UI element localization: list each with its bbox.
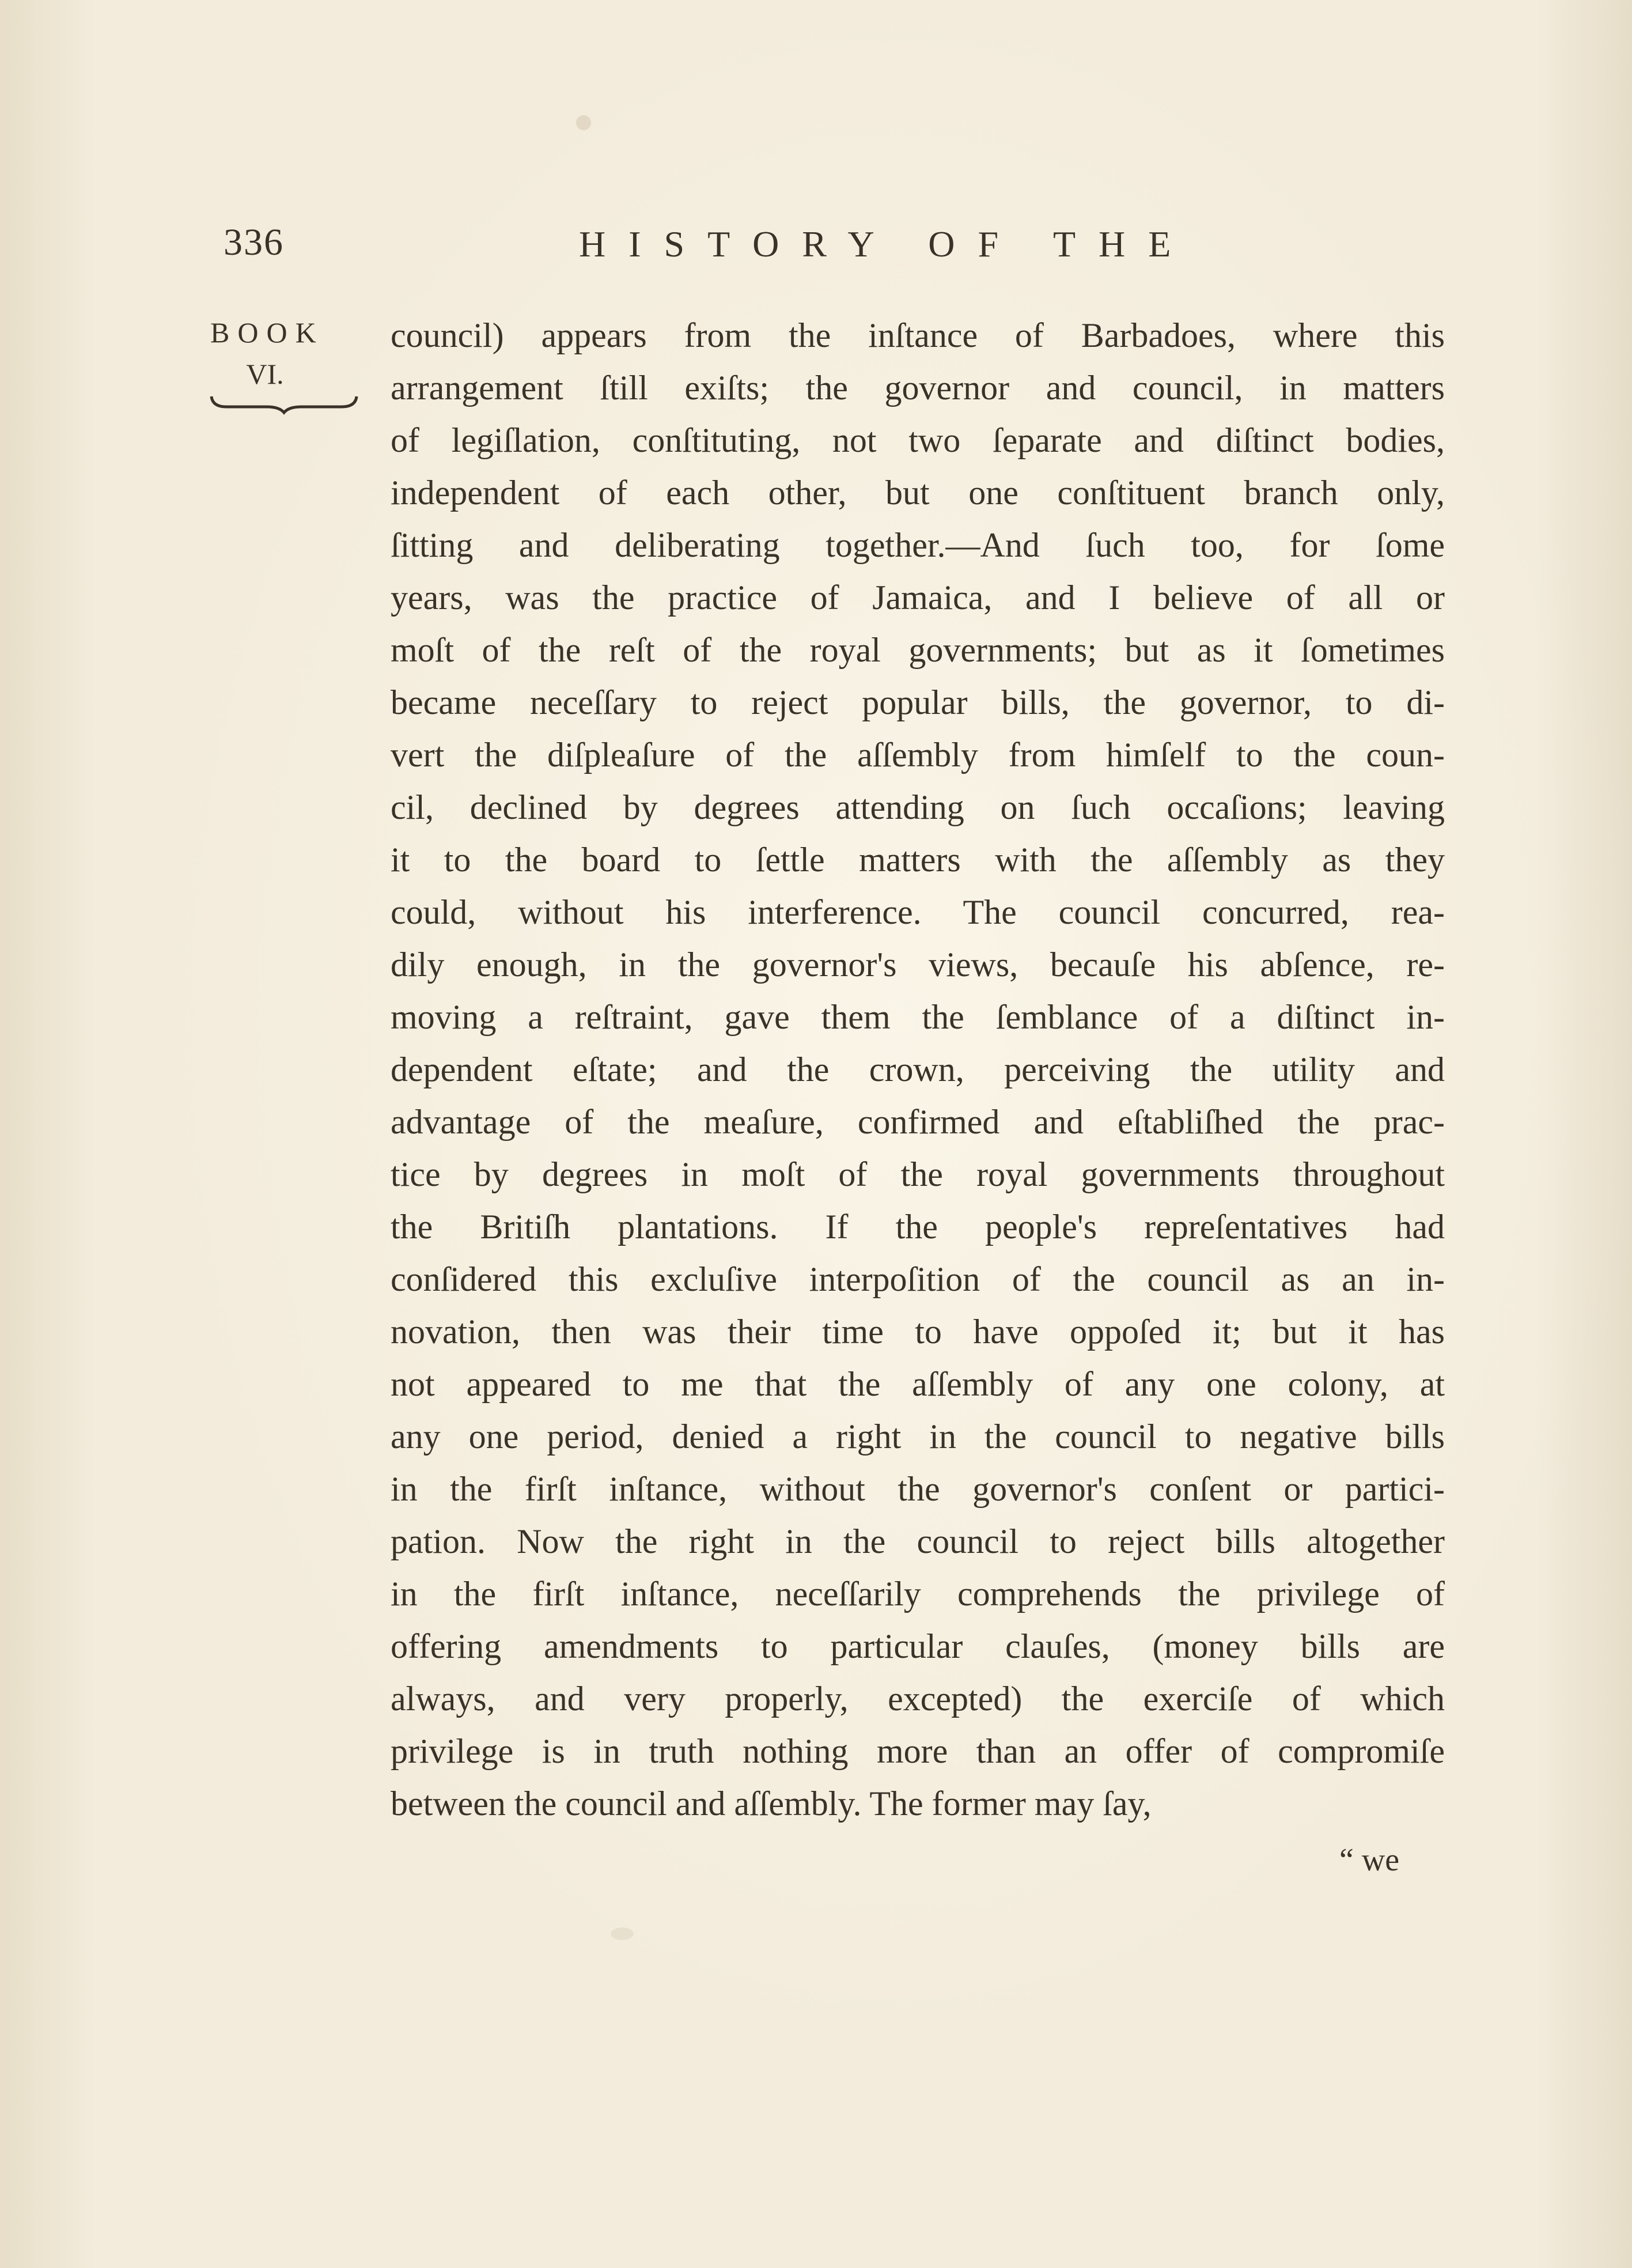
catchword: “ we bbox=[1339, 1842, 1400, 1878]
text-line: dependent eſtate; and the crown, perceiving the utility and bbox=[391, 1050, 1445, 1088]
paper-stain bbox=[611, 1927, 634, 1940]
paper-stain bbox=[576, 115, 591, 130]
marginal-note bbox=[210, 318, 360, 415]
text-line: it to the board to ſettle matters with the aſſembly as they bbox=[391, 841, 1445, 879]
text-line: of legiſlation, conſtituting, not two ſeparate and diſtinct bodies, bbox=[391, 421, 1445, 459]
text-line: vert the diſpleaſure of the aſſembly from himſelf to the coun- bbox=[391, 736, 1445, 774]
text-line: years, was the practice of Jamaica, and I believe of all or bbox=[391, 579, 1445, 617]
text-line: offering amendments to particular clauſes, (money bills are bbox=[391, 1627, 1445, 1665]
text-line: pation. Now the right in the council to reject bills altogether bbox=[391, 1522, 1445, 1560]
text-line: in the firſt inſtance, without the governor's conſent or partici- bbox=[391, 1470, 1445, 1508]
text-line: between the council and aſſembly. The former may ſay, bbox=[391, 1785, 1152, 1823]
text-line: any one period, denied a right in the council to negative bills bbox=[391, 1418, 1445, 1456]
marginal-book-label: BOOK bbox=[210, 316, 324, 349]
brace-ornament bbox=[209, 392, 359, 415]
text-line: the Britiſh plantations. If the people's repreſentatives had bbox=[391, 1208, 1445, 1246]
text-line: council) appears from the inſtance of Barbadoes, where this bbox=[391, 316, 1445, 354]
text-line: always, and very properly, excepted) the exerciſe of which bbox=[391, 1680, 1445, 1718]
text-line: conſidered this excluſive interpoſition of the council as an in- bbox=[391, 1260, 1445, 1298]
text-line: moving a reſtraint, gave them the ſemblance of a diſtinct in- bbox=[391, 998, 1445, 1036]
text-line: could, without his interference. The council concurred, rea- bbox=[391, 893, 1445, 931]
text-line: arrangement ſtill exiſts; the governor and council, in matters bbox=[391, 369, 1445, 407]
text-line: tice by degrees in moſt of the royal governments throughout bbox=[391, 1155, 1445, 1193]
text-line: independent of each other, but one conſtituent branch only, bbox=[391, 474, 1445, 512]
text-line: novation, then was their time to have oppoſed it; but it has bbox=[391, 1313, 1445, 1351]
text-line: in the firſt inſtance, neceſſarily comprehends the privilege of bbox=[391, 1575, 1445, 1613]
text-line: ſitting and deliberating together.—And ſuch too, for ſome bbox=[391, 526, 1445, 564]
text-line: cil, declined by degrees attending on ſuch occaſions; leaving bbox=[391, 788, 1445, 826]
text-line: privilege is in truth nothing more than an offer of compromiſe bbox=[391, 1732, 1445, 1770]
page-number: 336 bbox=[224, 221, 284, 263]
body-text bbox=[391, 309, 1445, 1830]
text-line: dily enough, in the governor's views, becauſe his abſence, re- bbox=[391, 946, 1445, 984]
text-line: not appeared to me that the aſſembly of any one colony, at bbox=[391, 1365, 1445, 1403]
text-line: advantage of the meaſure, confirmed and eſtabliſhed the prac- bbox=[391, 1103, 1445, 1141]
text-line: became neceſſary to reject popular bills, the governor, to di- bbox=[391, 683, 1445, 721]
marginal-volume-label: VI. bbox=[246, 358, 284, 390]
text-line: moſt of the reſt of the royal governments; but as it ſometimes bbox=[391, 631, 1445, 669]
running-title: HISTORY OF THE bbox=[579, 224, 1194, 264]
